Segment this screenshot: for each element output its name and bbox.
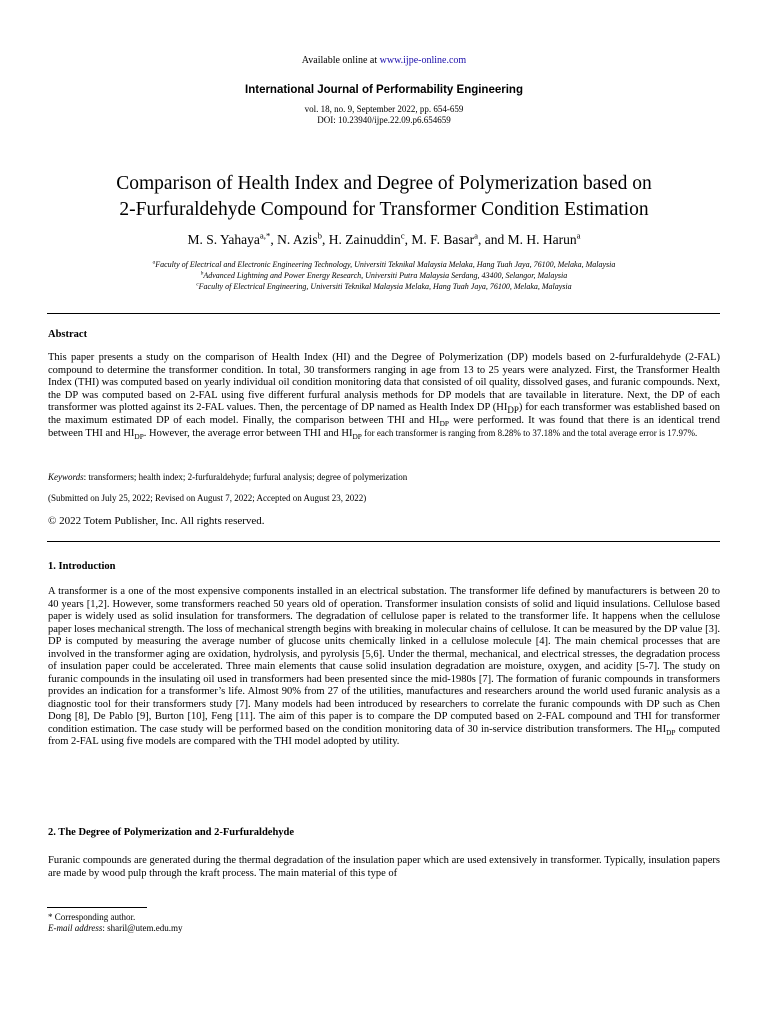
abstract-text: ) for each transformer was established based on the maximum estimated DP of each model. Finally, the comparison between THI and HI <box>48 402 720 426</box>
abstract-text: . However, the average error between THI and HI <box>143 428 353 439</box>
title-line-2: 2-Furfuraldehyde Compound for Transformer Condition Estimation <box>119 199 649 220</box>
affiliation-text: Advanced Lightning and Power Energy Research, Universiti Putra Malaysia Serdang, 43400, Selangor, Malaysia <box>203 271 568 280</box>
affiliation-text: Faculty of Electrical and Electronic Engineering Technology, Universiti Teknikal Malaysia Melaka, Hang Tuah Jaya, 76100, Melaka, Malaysia <box>155 260 616 269</box>
author-separator: , <box>270 232 278 247</box>
affiliations <box>0 259 768 292</box>
email-note <box>48 923 182 934</box>
affiliation-mark: a <box>152 259 156 266</box>
affiliation-text: Faculty of Electrical Engineering, Universiti Teknikal Malaysia Melaka, Hang Tuah Jaya, 76100, Melaka, Malaysia <box>198 282 572 291</box>
corresponding-author-note: * Corresponding author. <box>48 912 136 922</box>
paper-title <box>0 171 768 223</box>
copyright-notice: © 2022 Totem Publisher, Inc. All rights reserved. <box>48 515 265 527</box>
keywords-text: : transformers; health index; 2-furfuraldehyde; furfural analysis; degree of polymerization <box>83 472 408 482</box>
divider-top <box>47 313 720 314</box>
author-name: H. Zainuddin <box>328 232 401 247</box>
availability-line <box>0 55 768 66</box>
affiliation-b <box>0 270 768 281</box>
author-name: N. Azis <box>277 232 318 247</box>
author-name: M. F. Basar <box>411 232 475 247</box>
abstract-text: for each transformer is ranging from 8.28% to 37.18% and the total average error is 17.97%. <box>361 428 698 438</box>
submission-dates: (Submitted on July 25, 2022; Revised on August 7, 2022; Accepted on August 23, 2022) <box>48 493 367 503</box>
title-line-1: Comparison of Health Index and Degree of Polymerization based on <box>116 173 652 194</box>
keywords-line <box>48 472 720 482</box>
affiliation-c <box>0 281 768 292</box>
subscript-dp: DP <box>134 432 144 442</box>
introduction-text: computed from 2-FAL using five models are compared with the THI model adopted by utility. <box>48 723 720 747</box>
author-affil-mark: a <box>474 230 478 241</box>
author-affil-mark: b <box>317 230 323 241</box>
footnote-divider <box>47 907 147 908</box>
author-separator: , <box>322 232 329 247</box>
abstract-text: were performed. It was found that there is an identical trend between THI and HI <box>48 414 720 439</box>
subscript-dp: DP <box>507 405 519 416</box>
keywords-label: Keywords <box>48 472 84 482</box>
section-2-heading: 2. The Degree of Polymerization and 2-Furfuraldehyde <box>48 827 295 838</box>
author-list <box>0 232 768 248</box>
doi-line: DOI: 10.23940/ijpe.22.09.p6.654659 <box>317 115 451 125</box>
abstract-body <box>48 352 720 441</box>
divider-bottom <box>47 541 720 542</box>
author-name: M. S. Yahaya <box>187 232 260 247</box>
author-affil-mark: c <box>400 230 405 241</box>
introduction-body <box>48 586 720 749</box>
email-label: E-mail address <box>48 923 103 933</box>
subscript-dp: DP <box>439 418 449 428</box>
affiliation-a <box>0 259 768 270</box>
author-separator: , and <box>477 232 508 247</box>
abstract-text: This paper presents a study on the comparison of Health Index (HI) and the Degree of Polymerization (DP) models based on 2-furfuraldehyde (2-FAL) compound to determine the transformer condition. In total, 30 transformers ranging in age from 13 to 25 years were analyzed. First, the Transformer Health Index (THI) was computed based on yearly individual oil condition monitoring data that consisted of oil quality, dissolved gases, and furanic compounds. Next, the DP was computed based on 2-FAL using five different furfural analysis methods for DP models that are tavailable in literature. Next, the DP of each transformer was plotted against its 2-FAL values. Then, the percentage of DP named as Health Index DP (HI <box>48 352 720 413</box>
author-affil-mark: a <box>576 230 581 241</box>
email-address: : sharil@utem.edu.my <box>102 923 183 933</box>
journal-website-link[interactable]: www.ijpe-online.com <box>379 55 467 66</box>
introduction-heading: 1. Introduction <box>48 561 116 572</box>
affiliation-mark: c <box>196 281 199 288</box>
volume-info <box>0 104 768 126</box>
introduction-text: A transformer is a one of the most expensive components installed in an electrical substation. The transformer life defined by manufacturers is between 20 to 40 years [1,2]. However, some transformers reached 50 years old of operation. Transformer insulation consists of solid and liquid insulations. Cellulose based paper is widely used as solid insulation for transformers. The degradation of cellulose paper is related to the transformer life. It happens when the cellulose paper loses mechanical strength. The loss of mechanical strength begins with breaking in molecular chains of cellulose. It can be measured by the DP value [3]. DP is computed by measuring the average number of glucose units chemically linked in a cellulose molecule [4]. The main chemical processes that are involved in the transformer aging are oxidation, hydrolysis, and pyrolysis [5,6]. Under the thermal, mechanical, and electrical stresses, the degradation process of insulation paper could be accelerated. Three main elements that cause solid insulation degradation are moisture, oxygen, and acidity [5-7]. The study on furanic compounds in the insulating oil used in transformers had been presented since the mid-1980s [7]. The formation of furanic compounds in transformers provides an indication for a transformer’s life. Almost 90% from 27 of the utilities, manufactures and researchers around the world used furanic analysis as a diagnostic tool for their transformers study [7]. Many models had been introduced by researchers to correlate the furanic compounds with DP such as Chen Dong [8], De Pablo [9], Burton [10], Feng [11]. The aim of this paper is to compare the DP computed based on 2-FAL compound and THI for transformer condition estimation. The case study will be performed based on the condition monitoring data of 30 in-service distribution transformers. The HI <box>48 586 720 735</box>
availability-text: Available online at <box>301 55 380 66</box>
journal-name: International Journal of Performability Engineering <box>245 84 523 96</box>
author-separator: , <box>404 232 412 247</box>
abstract-heading: Abstract <box>48 329 88 340</box>
subscript-dp: DP <box>666 727 676 737</box>
footnote <box>48 912 182 934</box>
volume-line: vol. 18, no. 9, September 2022, pp. 654-659 <box>304 104 464 114</box>
section-2-body: Furanic compounds are generated during the thermal degradation of the insulation paper which are used extensively in transformer. Typically, insulation papers are made by wood pulp through the kraft process. The main material of this type of <box>48 855 720 879</box>
affiliation-mark: b <box>200 270 204 277</box>
author-affil-mark: a,* <box>259 230 271 241</box>
subscript-dp: DP <box>352 432 362 442</box>
author-name: M. H. Harun <box>507 232 577 247</box>
